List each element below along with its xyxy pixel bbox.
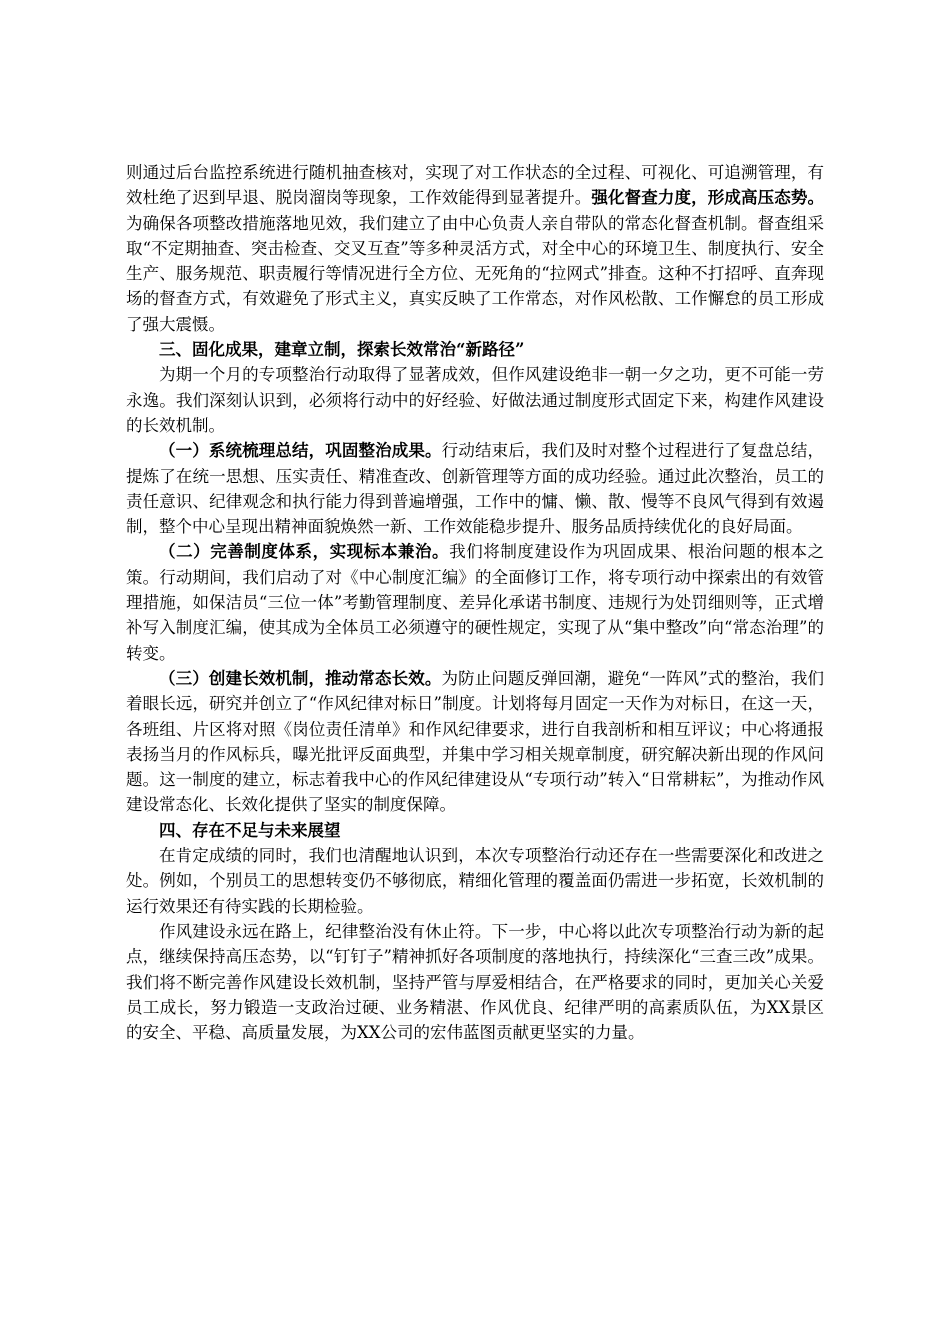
- paragraph-text: 行动结束后，我们及时对整个过程进行了复盘总结，提炼了在统一思想、压实责任、精准查改、创新管理等方面的成功经验。通过此次整治，员工的责任意识、纪律观念和执行能力得到普遍增强，工作中的慵、懒、散、慢等不良风气得到有效遏制，整个中心呈现出精神面貌焕然一新、工作效能稳步提升、服务品质持续优化的良好局面。: [126, 441, 825, 537]
- paragraph-system: [126, 539, 824, 665]
- bold-lead: 强化督查力度，形成高压态势。: [591, 188, 825, 208]
- section-heading-4: 四、存在不足与未来展望: [159, 820, 341, 840]
- document-page: [126, 160, 824, 1045]
- paragraph-summary: [126, 438, 824, 539]
- bold-lead: （三）创建长效机制，推动常态长效。: [159, 668, 442, 688]
- paragraph-outlook: 作风建设永远在路上，纪律整治没有休止符。下一步，中心将以此次专项整治行动为新的起点，继续保持高压态势，以“钉钉子”精神抓好各项制度的落地执行，持续深化“三查三改”成果。我们将不断完善作风建设长效机制，坚持严管与厚爱相结合，在严格要求的同时，更加关心关爱员工成长，努力锻造一支政治过硬、业务精湛、作风优良、纪律严明的高素质队伍，为XX景区的安全、平稳、高质量发展，为XX公司的宏伟蓝图贡献更坚实的力量。: [126, 921, 824, 1043]
- bold-lead: （一）系统梳理总结，巩固整治成果。: [159, 441, 442, 461]
- paragraph-shortcomings: 在肯定成绩的同时，我们也清醒地认识到，本次专项整治行动还存在一些需要深化和改进之处。例如，个别员工的思想转变仍不够彻底，精细化管理的覆盖面仍需进一步拓宽，长效机制的运行效果还有待实践的长期检验。: [126, 846, 824, 916]
- paragraph-text: 为确保各项整改措施落地见效，我们建立了由中心负责人亲自带队的常态化督查机制。督查组采取“不定期抽查、突击检查、交叉互查”等多种灵活方式，对全中心的环境卫生、制度执行、安全生产、服务规范、职责履行等情况进行全方位、无死角的“拉网式”排查。这种不打招呼、直奔现场的督查方式，有效避免了形式主义，真实反映了工作常态，对作风松散、工作懈怠的员工形成了强大震慑。: [126, 213, 824, 334]
- section-heading-3: 三、固化成果，建章立制，探索长效常治“新路径”: [159, 340, 525, 360]
- paragraph-supervision: [126, 160, 824, 337]
- bold-lead: （二）完善制度体系，实现标本兼治。: [159, 542, 450, 562]
- paragraph-mechanism: [126, 666, 824, 818]
- paragraph-text: 则通过后台监控系统进行随机抽查核对，实现了对工作状态的全过程、可视化、可追溯管理，有效杜绝了迟到早退、脱岗溜岗等现象，工作效能得到显著提升。: [126, 163, 824, 208]
- paragraph-text: 为防止问题反弹回潮，避免“一阵风”式的整治，我们着眼长远，研究并创立了“作风纪律对标日”制度。计划将每月固定一天作为对标日，在这一天，各班组、片区将对照《岗位责任清单》和作风纪律要求，进行自我剖析和相互评议；中心将通报表扬当月的作风标兵，曝光批评反面典型，并集中学习相关规章制度，研究解决新出现的作风问题。这一制度的建立，标志着我中心的作风纪律建设从“专项行动”转入“日常耕耘”，为推动作风建设常态化、长效化提供了坚实的制度保障。: [126, 668, 824, 815]
- paragraph-text: 我们将制度建设作为巩固成果、根治问题的根本之策。行动期间，我们启动了对《中心制度汇编》的全面修订工作，将专项行动中探索出的有效管理措施，如保洁员“三位一体”考勤管理制度、差异化承诺书制度、违规行为处罚细则等，正式增补写入制度汇编，使其成为全体员工必须遵守的硬性规定，实现了从“集中整改”向“常态治理”的转变。: [126, 542, 825, 663]
- paragraph-intro: 为期一个月的专项整治行动取得了显著成效，但作风建设绝非一朝一夕之功，更不可能一劳永逸。我们深刻认识到，必须将行动中的好经验、好做法通过制度形式固定下来，构建作风建设的长效机制。: [126, 365, 824, 435]
